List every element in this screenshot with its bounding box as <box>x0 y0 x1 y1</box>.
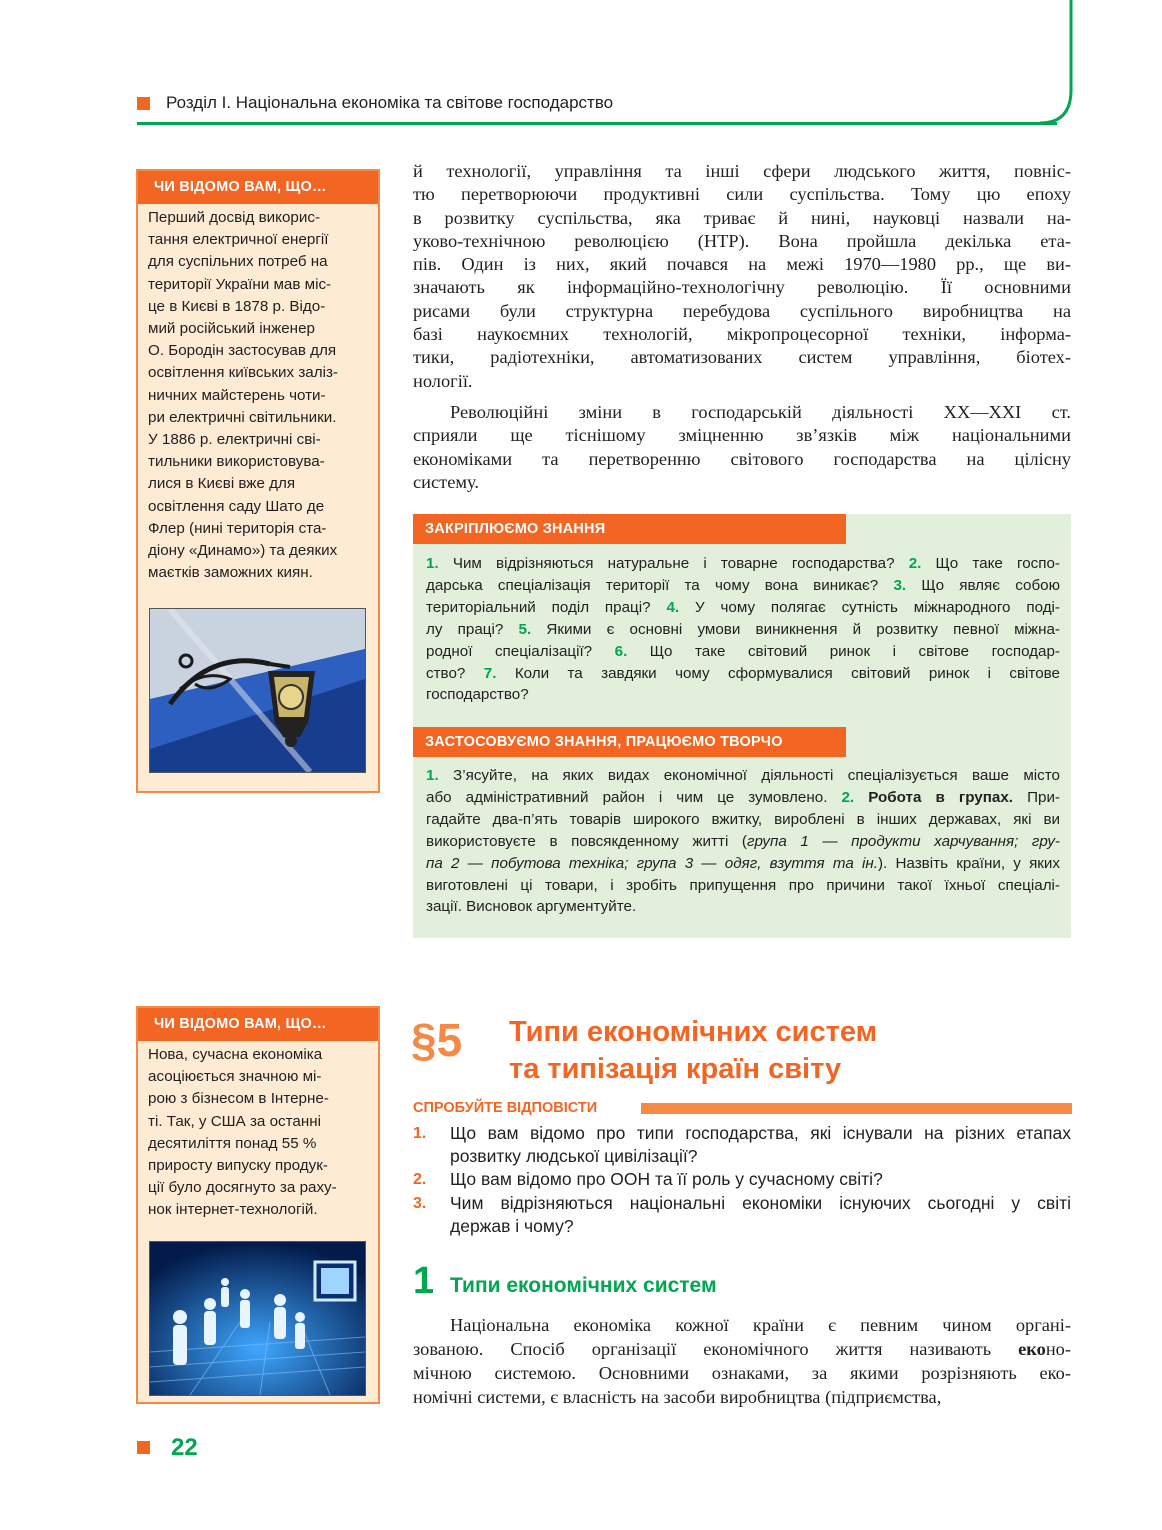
question-number: 2. <box>841 788 855 806</box>
text-segment: При- <box>1013 788 1060 806</box>
text-segment: У чому полягає сутність міжнародного поді- <box>679 598 1060 616</box>
text-line: уково-технічною революцією (НТР). Вона пройшла декілька ета- <box>413 230 1071 251</box>
text-line: мий російський інженер <box>148 320 315 338</box>
text-line <box>426 765 1060 787</box>
did-you-know-text <box>138 204 378 584</box>
text-line: це в Києві в 1878 р. Відо- <box>148 297 326 315</box>
section-title <box>509 1014 877 1088</box>
question-number: 2. <box>413 1171 427 1188</box>
text-segment: використовуєте в повсякденному житті ( <box>426 832 747 850</box>
text-line: рисами були структурна перебудова суспільного виробництва на <box>413 300 1071 321</box>
text-line: асоціюється значною мі- <box>148 1068 322 1086</box>
text-line <box>426 809 1060 831</box>
section-title-line-1: Типи економічних систем <box>509 1016 878 1048</box>
text-line <box>426 575 1060 597</box>
text-line <box>426 641 1060 663</box>
did-you-know-title: ЧИ ВІДОМО ВАМ, ЩО… <box>138 1008 378 1041</box>
question-number: 5. <box>518 620 532 638</box>
question-number: 1. <box>426 555 439 572</box>
header-marker <box>137 97 150 110</box>
text-line: ничних майстерень чоти- <box>148 386 326 404</box>
text-line <box>413 1337 1071 1361</box>
question-number: 3. <box>893 576 907 594</box>
text-segment: гадайте два-п’ять товарів широкого вжитку, вироблені в інших державах, які ви <box>426 810 1060 828</box>
text-line: нок інтернет-технологій. <box>148 1201 318 1219</box>
text-segment: Що таке госпо- <box>921 555 1060 572</box>
text-line: значають як інформаційно-технологічну революцію. Її основними <box>413 277 1071 298</box>
page-number: 22 <box>171 1434 198 1461</box>
text-line: приросту випуску продук- <box>148 1157 328 1175</box>
text-line: О. Бородін застосував для <box>148 342 337 360</box>
text-line: держав і чому? <box>450 1216 574 1236</box>
text-line: ри електричні світильники. <box>148 408 337 426</box>
text-line: Чим відрізняються національні економіки існуючих сьогодні у світі <box>450 1193 1071 1213</box>
did-you-know-box-1 <box>136 169 380 793</box>
text-segment: Робота в групах. <box>854 788 1014 806</box>
text-line <box>426 831 1060 853</box>
text-segment: ). Назвіть країни, у яких <box>877 854 1061 872</box>
text-segment: лу праці? <box>426 620 519 638</box>
text-segment: Чим відрізняються натуральне і товарне господарства? <box>438 555 909 572</box>
text-segment: Якими є основні умови виникнення й розвитку певної міжна- <box>531 620 1060 638</box>
header-border-curve <box>1040 0 1074 125</box>
text-line: ті. Так, у США за останні <box>148 1112 321 1130</box>
header-rule <box>137 122 1057 125</box>
text-segment: Коли та завдяки чому сформувалися світовий ринок і світове <box>496 664 1061 682</box>
body-paragraph-2 <box>413 401 1071 494</box>
text-segment: територіальний поділ праці? <box>426 598 667 616</box>
text-line: десятиліття понад 55 % <box>148 1134 317 1152</box>
text-line: рою з бізнесом в Інтерне- <box>148 1090 329 1108</box>
text-line <box>413 1385 1071 1409</box>
text-line <box>426 619 1060 641</box>
text-line <box>426 853 1060 875</box>
text-line: Нова, сучасна економіка <box>148 1046 323 1063</box>
text-line: Флер (нині територія ста- <box>148 519 327 537</box>
question-text <box>450 1192 1071 1238</box>
text-segment: па 2 — побутова техніка; група 3 — одяг, взуття та ін. <box>426 854 878 872</box>
text-line: для суспільних потреб на <box>148 253 328 271</box>
text-line: розвитку людської цивілізації? <box>450 1146 698 1166</box>
did-you-know-box-2 <box>136 1006 380 1404</box>
question-number: 1. <box>413 1125 427 1142</box>
text-segment: дарська спеціалізація території та чому вона виникає? <box>426 576 894 594</box>
text-line: тю перетворюючи продуктивні сили суспільства. Тому цю епоху <box>413 184 1071 205</box>
apply-knowledge-title: ЗАСТОСОВУЄМО ЗНАННЯ, ПРАЦЮЄМО ТВОРЧО <box>413 727 846 757</box>
question-number: 1. <box>426 767 439 784</box>
text-line: діону «Динамо») та деяких <box>148 542 338 560</box>
text-line: в розвитку суспільства, яка триває й нині, науковці назвали на- <box>413 207 1071 228</box>
question-number: 2. <box>908 555 922 572</box>
question-number: 3. <box>413 1195 427 1212</box>
text-line: тики, радіотехніки, автоматизованих систем управління, біотех- <box>413 347 1071 368</box>
text-line <box>426 875 1060 897</box>
text-segment: Що таке світовий ринок і світове господар- <box>627 642 1060 660</box>
text-line: Перший досвід викорис- <box>148 209 321 226</box>
text-line <box>426 663 1060 685</box>
text-line: нології. <box>413 370 473 391</box>
text-line <box>426 684 1060 706</box>
text-segment: родної спеціалізації? <box>426 642 615 660</box>
question-number: 7. <box>483 664 497 682</box>
section-number: §5 <box>411 1014 463 1066</box>
text-line: пів. Один із них, який почався на межі 1970—1980 рр., ще ви- <box>413 254 1071 275</box>
text-line <box>426 787 1060 809</box>
text-line: Що вам відомо про типи господарства, які існували на різних етапах <box>450 1123 1071 1143</box>
text-line: Що вам відомо про ООН та її роль у сучасному світі? <box>450 1169 883 1189</box>
text-line: території України мав міс- <box>148 275 332 293</box>
body-paragraph-3 <box>413 1313 1071 1409</box>
did-you-know-text <box>138 1041 378 1222</box>
text-segment: зації. Висновок аргументуйте. <box>426 898 637 916</box>
section-title-line-2: та типізація країн світу <box>509 1053 842 1085</box>
text-segment: еко <box>1018 1339 1046 1359</box>
text-line: сприяли ще тіснішому зміцненню зв’язків між національними <box>413 425 1071 446</box>
text-line: тання електричної енергії <box>148 231 329 249</box>
text-segment: зованою. Спосіб організації економічного життя називають <box>413 1339 1019 1359</box>
text-line: тильники використовува- <box>148 453 325 471</box>
apply-knowledge-tasks <box>426 765 1060 918</box>
try-to-answer-bar <box>641 1103 1072 1114</box>
text-line <box>426 553 1060 575</box>
text-segment: ство? <box>426 664 484 682</box>
digital-network-photo <box>149 1241 366 1396</box>
text-line <box>426 896 1060 918</box>
text-line <box>413 1361 1071 1385</box>
text-segment: но- <box>1045 1339 1071 1359</box>
text-segment: Що являє собою <box>906 576 1060 594</box>
text-line: систему. <box>413 471 479 492</box>
text-line: освітлення київських заліз- <box>148 364 338 382</box>
question-number: 6. <box>614 642 628 660</box>
chapter-title: Розділ І. Національна економіка та світове господарство <box>166 93 614 112</box>
text-line: економіками та перетворенню світового господарства на цілісну <box>413 448 1071 469</box>
text-line: освітлення саду Шато де <box>148 497 325 515</box>
text-segment: виготовлені ці товари, і зробіть припущення про причини такої їхньої спеціалі- <box>426 876 1060 894</box>
text-segment: господарство? <box>426 686 529 704</box>
body-paragraph-1 <box>413 160 1071 393</box>
subsection-number: 1 <box>413 1260 435 1302</box>
did-you-know-title: ЧИ ВІДОМО ВАМ, ЩО… <box>138 171 378 204</box>
consolidate-knowledge-questions <box>426 553 1060 706</box>
text-line: й технології, управління та інші сфери людського життя, повніс- <box>413 161 1071 181</box>
text-line <box>413 1313 1071 1337</box>
text-line <box>426 597 1060 619</box>
try-to-answer-label: СПРОБУЙТЕ ВІДПОВІСТИ <box>413 1100 598 1116</box>
text-line: У 1886 р. електричні сві- <box>148 431 321 449</box>
text-segment: З’ясуйте, на яких видах економічної діяльності спеціалізується ваше місто <box>438 767 1060 784</box>
text-line: маєтків заможних киян. <box>148 564 313 582</box>
text-line: лися в Києві вже для <box>148 475 296 493</box>
text-line: базі наукоємних технологій, мікропроцесорної техніки, інформа- <box>413 324 1071 345</box>
question-number: 4. <box>666 598 680 616</box>
question-text <box>450 1168 1071 1191</box>
page-marker <box>137 1441 150 1454</box>
text-segment: або адміністративний район і чим це зумовлено. <box>426 788 842 806</box>
question-text <box>450 1122 1071 1168</box>
text-line: ції було досягнуто за раху- <box>148 1179 337 1197</box>
street-lamp-photo <box>149 608 366 773</box>
text-segment: мічною системою. Основними ознаками, за якими розрізняють еко- <box>413 1363 1071 1383</box>
text-segment: номічні системи, є власність на засоби виробництва (підприємства, <box>413 1387 942 1407</box>
subsection-title: Типи економічних систем <box>450 1274 717 1297</box>
consolidate-knowledge-title: ЗАКРІПЛЮЄМО ЗНАННЯ <box>413 514 846 544</box>
text-segment: Національна економіка кожної країни є певним чином органі- <box>450 1315 1071 1335</box>
text-line: Революційні зміни в господарській діяльності XX—XXI ст. <box>450 402 1071 422</box>
text-segment: група 1 — продукти харчування; гру- <box>746 832 1060 850</box>
